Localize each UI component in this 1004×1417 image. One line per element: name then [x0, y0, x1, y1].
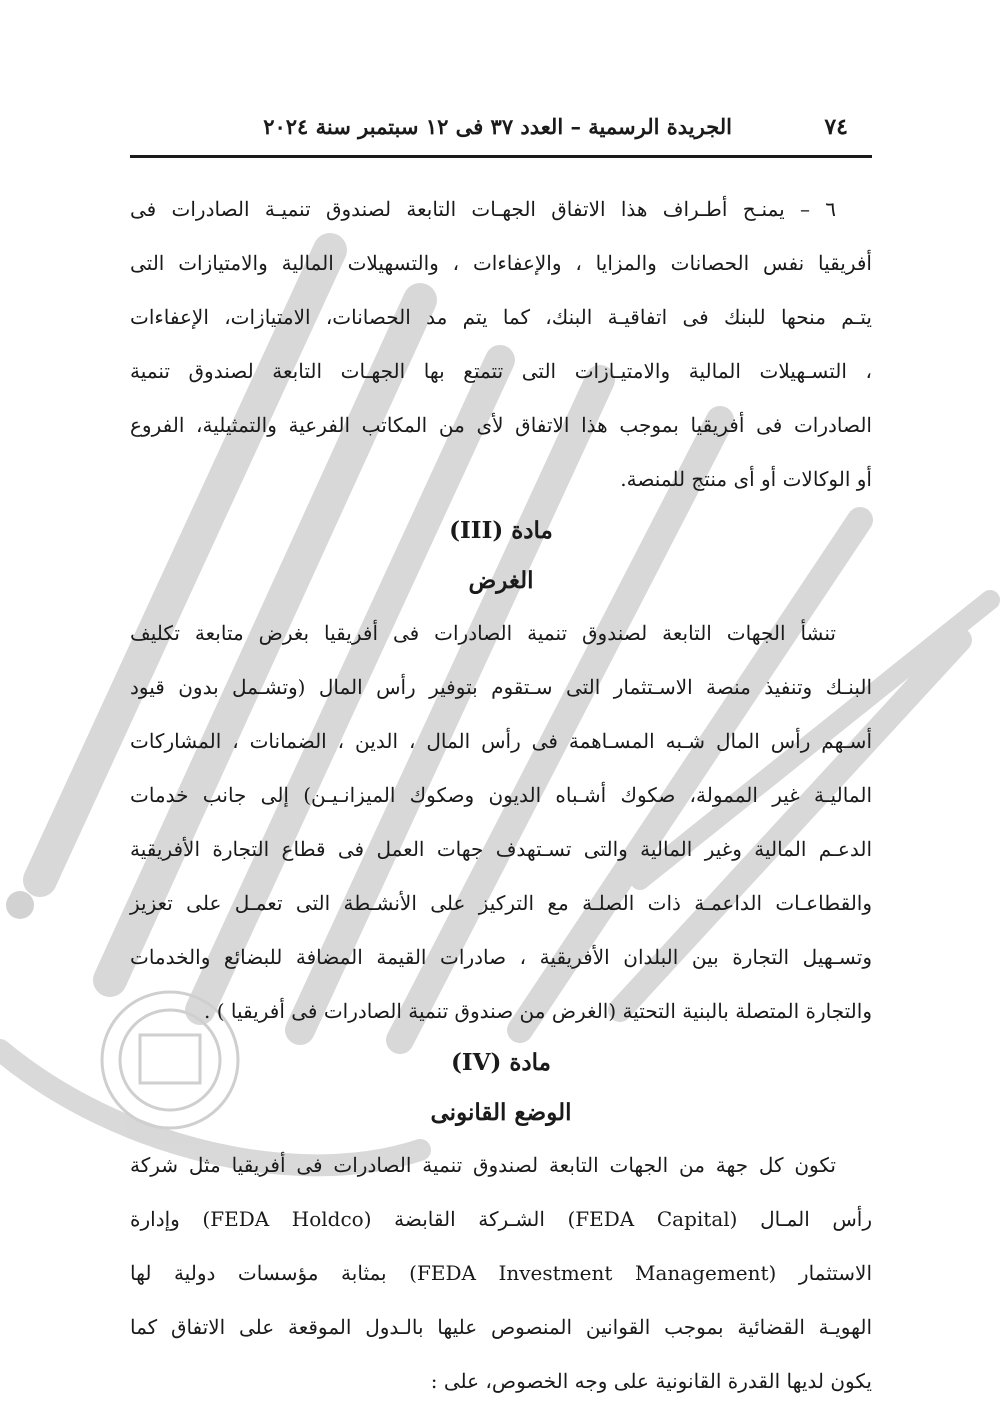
text-line: أو الوكالات أو أى منتج للمنصة. [620, 467, 872, 491]
text-line: البنـك وتنفيذ منصة الاسـتثمار التى سـتقوم بتوفير رأس المال (وتشـمل بدون قيود [130, 675, 873, 699]
document-body [130, 182, 872, 1408]
text-line: أسـهم رأس المال شـبه المسـاهمة فى رأس المال ، الدين ، الضمانات ، المشاركات [130, 729, 873, 753]
page-header [130, 112, 872, 152]
text-line: الصادرات فى أفريقيا بموجب هذا الاتفاق لأى من المكاتب الفرعية والتمثيلية، الفروع [130, 413, 872, 437]
article-4-body [130, 1138, 872, 1408]
text-line: الماليـة غير الممولة، صكوك أشـباه الديون وصكوك الميزانـيـن) إلى جانب خدمات [130, 783, 872, 807]
page-number: ٧٤ [824, 114, 848, 140]
article-3-title: مادة (III) [449, 517, 553, 544]
watermark-dot [6, 891, 34, 919]
text-line: يتـم منحها للبنك فى اتفاقيـة البنك، كما يتم مد الحصانات، الامتيازات، الإعفاءات [130, 305, 872, 329]
text-line: تكون كل جهة من الجهات التابعة لصندوق تنمية الصادرات فى أفريقيا مثل شركة [130, 1153, 836, 1177]
header-divider [130, 155, 872, 158]
text-line: والقطاعـات الداعمـة ذات الصلـة مع التركيز على الأنشـطة التى تعمـل على تعزيز [130, 891, 872, 915]
text-line: الهويـة القضائية بموجب القوانين المنصوص عليها بالـدول الموقعة على الاتفاق كما [130, 1315, 872, 1339]
text-line: الدعـم المالية وغير المالية والتى تسـتهدف جهات العمل فى قطاع التجارة الأفريقية [130, 837, 872, 861]
text-line: الاستثمار (FEDA Investment Management) بمثابة مؤسسات دولية لها [130, 1261, 873, 1285]
text-line: والتجارة المتصلة بالبنية التحتية (الغرض من صندوق تنمية الصادرات فى أفريقيا ) . [204, 999, 872, 1023]
article-4-title: مادة (IV) [450, 1049, 551, 1076]
article-3-subtitle: الغرض [468, 567, 534, 594]
paragraph-6 [130, 182, 872, 506]
text-line: ، التسـهيلات المالية والامتيـازات التى تتمتع بها الجهـات التابعة لصندوق تنمية [130, 359, 872, 383]
text-line: تنشأ الجهات التابعة لصندوق تنمية الصادرات فى أفريقيا بغرض متابعة تكليف [130, 621, 836, 645]
article-4-subtitle: الوضع القانونى [430, 1099, 572, 1126]
text-line: رأس المـال (FEDA Capital) الشـركة القابضة (FEDA Holdco) وإدارة [130, 1207, 872, 1231]
text-line: يكون لديها القدرة القانونية على وجه الخصوص، على : [430, 1369, 872, 1393]
text-line: ٦ – يمنـح أطـراف هذا الاتفاق الجهـات التابعة لصندوق تنميـة الصادرات فى [130, 197, 836, 221]
text-line: أفريقيا نفس الحصانات والمزايا ، والإعفاءات ، والتسهيلات المالية والامتيازات التى [130, 251, 872, 275]
article-3-body [130, 606, 872, 1038]
gazette-title: الجريدة الرسمية – العدد ٣٧ فى ١٢ سبتمبر سنة ٢٠٢٤ [263, 114, 732, 139]
text-line: وتسـهيل التجارة بين البلدان الأفريقية ، صادرات القيمة المضافة للبضائع والخدمات [130, 945, 872, 969]
